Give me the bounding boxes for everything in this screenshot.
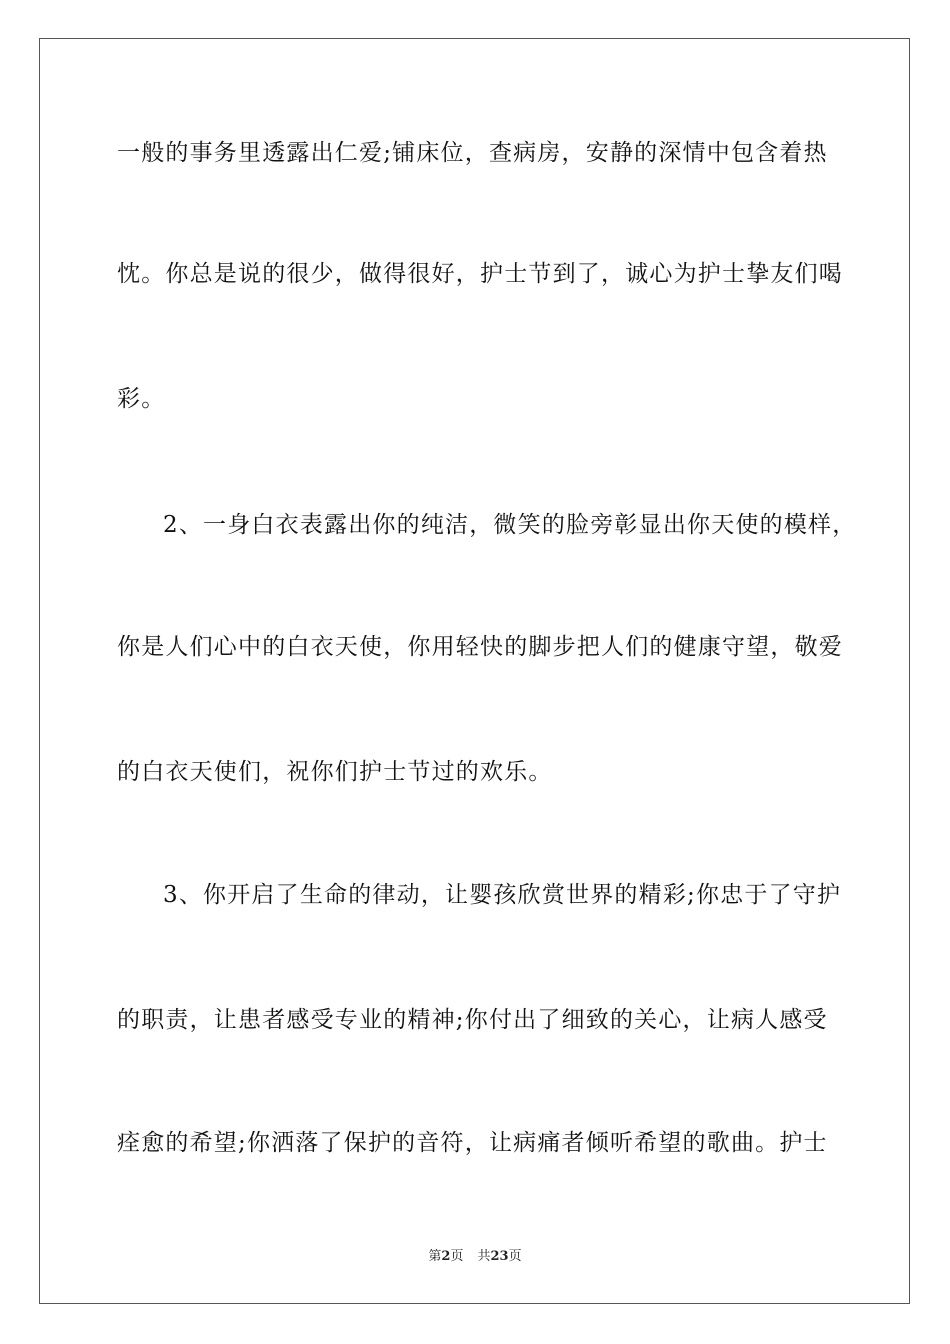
total-suffix: 页 [508,1249,522,1264]
paragraph-2-line-3: 的白衣天使们，祝你们护士节过的欢乐。 [117,759,553,785]
total-page-number: 23 [490,1249,509,1264]
paragraph-3-line-3: 痊愈的希望;你洒落了保护的音符，让病痛者倾听希望的歌曲。护士 [117,1130,828,1156]
text-line-2: 忱。你总是说的很少，做得很好，护士节到了，诚心为护士挚友们喝 [117,261,843,287]
paragraph-2-line-2: 你是人们心中的白衣天使，你用轻快的脚步把人们的健康守望，敬爱 [117,634,843,660]
total-prefix: 共 [477,1249,491,1264]
page-prefix: 第 [428,1249,442,1264]
page-footer [0,1248,950,1266]
page-border [39,38,910,1304]
paragraph-3-line-1: 3、你开启了生命的律动，让婴孩欣赏世界的精彩;你忠于了守护 [163,882,842,908]
paragraph-3-line-2: 的职责，让患者感受专业的精神;你付出了细致的关心，让病人感受 [117,1007,828,1033]
current-page-number: 2 [441,1249,451,1264]
text-line-3: 彩。 [117,386,166,412]
text-line-1: 一般的事务里透露出仁爱;铺床位，查病房，安静的深情中包含着热 [117,140,828,166]
page-suffix: 页 [450,1249,464,1264]
paragraph-2-line-1: 2、一身白衣表露出你的纯洁，微笑的脸旁彰显出你天使的模样， [163,512,857,538]
